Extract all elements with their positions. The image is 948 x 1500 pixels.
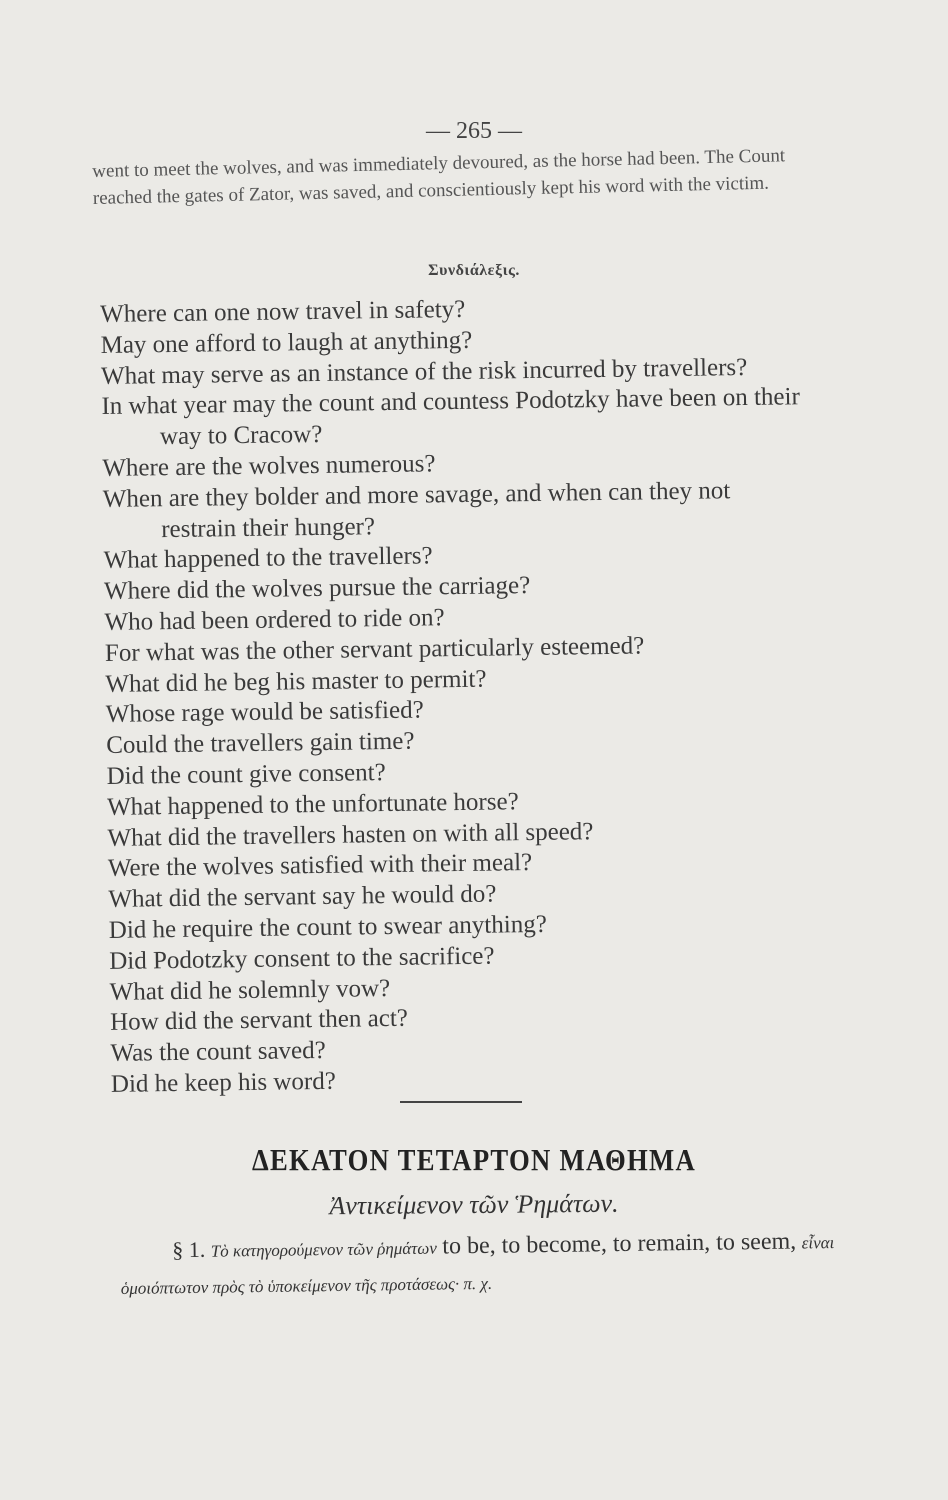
lesson-title: ΔΕΚΑΤΟΝ ΤΕΤΑΡΤΟΝ ΜΑΘΗΜΑ — [251, 1142, 697, 1177]
question: How did the servant then act? — [109, 1005, 409, 1037]
question: Did he keep his word? — [110, 1067, 337, 1098]
question: Where can one now travel in safety? — [100, 295, 466, 328]
question: What did the travellers hasten on with all speed? — [107, 817, 594, 852]
question: What happened to the travellers? — [103, 542, 433, 575]
question: Where are the wolves numerous? — [102, 450, 436, 482]
section-divider — [400, 1101, 522, 1103]
question: Were the wolves satisfied with their meal? — [107, 849, 533, 883]
question: What did the servant say he would do? — [108, 880, 497, 914]
page-number: — 265 — — [426, 118, 522, 144]
intro-text: went to meet the wolves, and was immediately devoured, as the horse had been. The Count reached the gates of Zator, was saved, and conscientiously kept his word with the victim. — [92, 145, 786, 209]
grammar-rule-paragraph — [120, 1224, 841, 1306]
intro-paragraph — [92, 142, 793, 212]
question: When are they bolder and more savage, and when can they not restrain their hunger? — [102, 477, 731, 543]
rule-greek-body: εἶναι ὁμοιόπτωτον πρὸς τὸ ὑποκείμενον τῆς προτάσεως· π. χ. — [120, 1233, 835, 1298]
question: What did he beg his master to permit? — [105, 665, 487, 698]
question: Could the travellers gain time? — [106, 727, 415, 760]
question: Did the count give consent? — [106, 759, 386, 790]
question: Who had been ordered to ride on? — [104, 604, 445, 636]
question-list — [100, 290, 811, 1100]
section-mark: § 1. — [172, 1236, 206, 1263]
question: Did he require the count to swear anything? — [108, 910, 548, 944]
question: Did Podotzky consent to the sacrifice? — [109, 942, 495, 975]
conversation-heading: Συνδιάλεξις. — [428, 262, 520, 279]
question: What may serve as an instance of the risk incurred by travellers? — [100, 353, 748, 390]
question: In what year may the count and countess Podotzky have been on their way to Cracow? — [101, 383, 801, 451]
lesson-subtitle: Ἀντικείμενον τῶν Ῥημάτων. — [329, 1188, 619, 1221]
question: Was the count saved? — [110, 1037, 326, 1068]
rule-verb-list: to be, to become, to remain, to seem, — [442, 1228, 797, 1260]
rule-greek-intro: Τὸ κατηγορούμενον τῶν ῥημάτων — [210, 1238, 437, 1261]
question: What happened to the unfortunate horse? — [106, 787, 519, 821]
question: May one afford to laugh at anything? — [100, 326, 473, 359]
question: Whose rage would be satisfied? — [105, 696, 424, 729]
question: For what was the other servant particularly esteemed? — [104, 632, 645, 667]
question: What did he solemnly vow? — [109, 974, 391, 1006]
question: Where did the wolves pursue the carriage? — [103, 572, 531, 606]
